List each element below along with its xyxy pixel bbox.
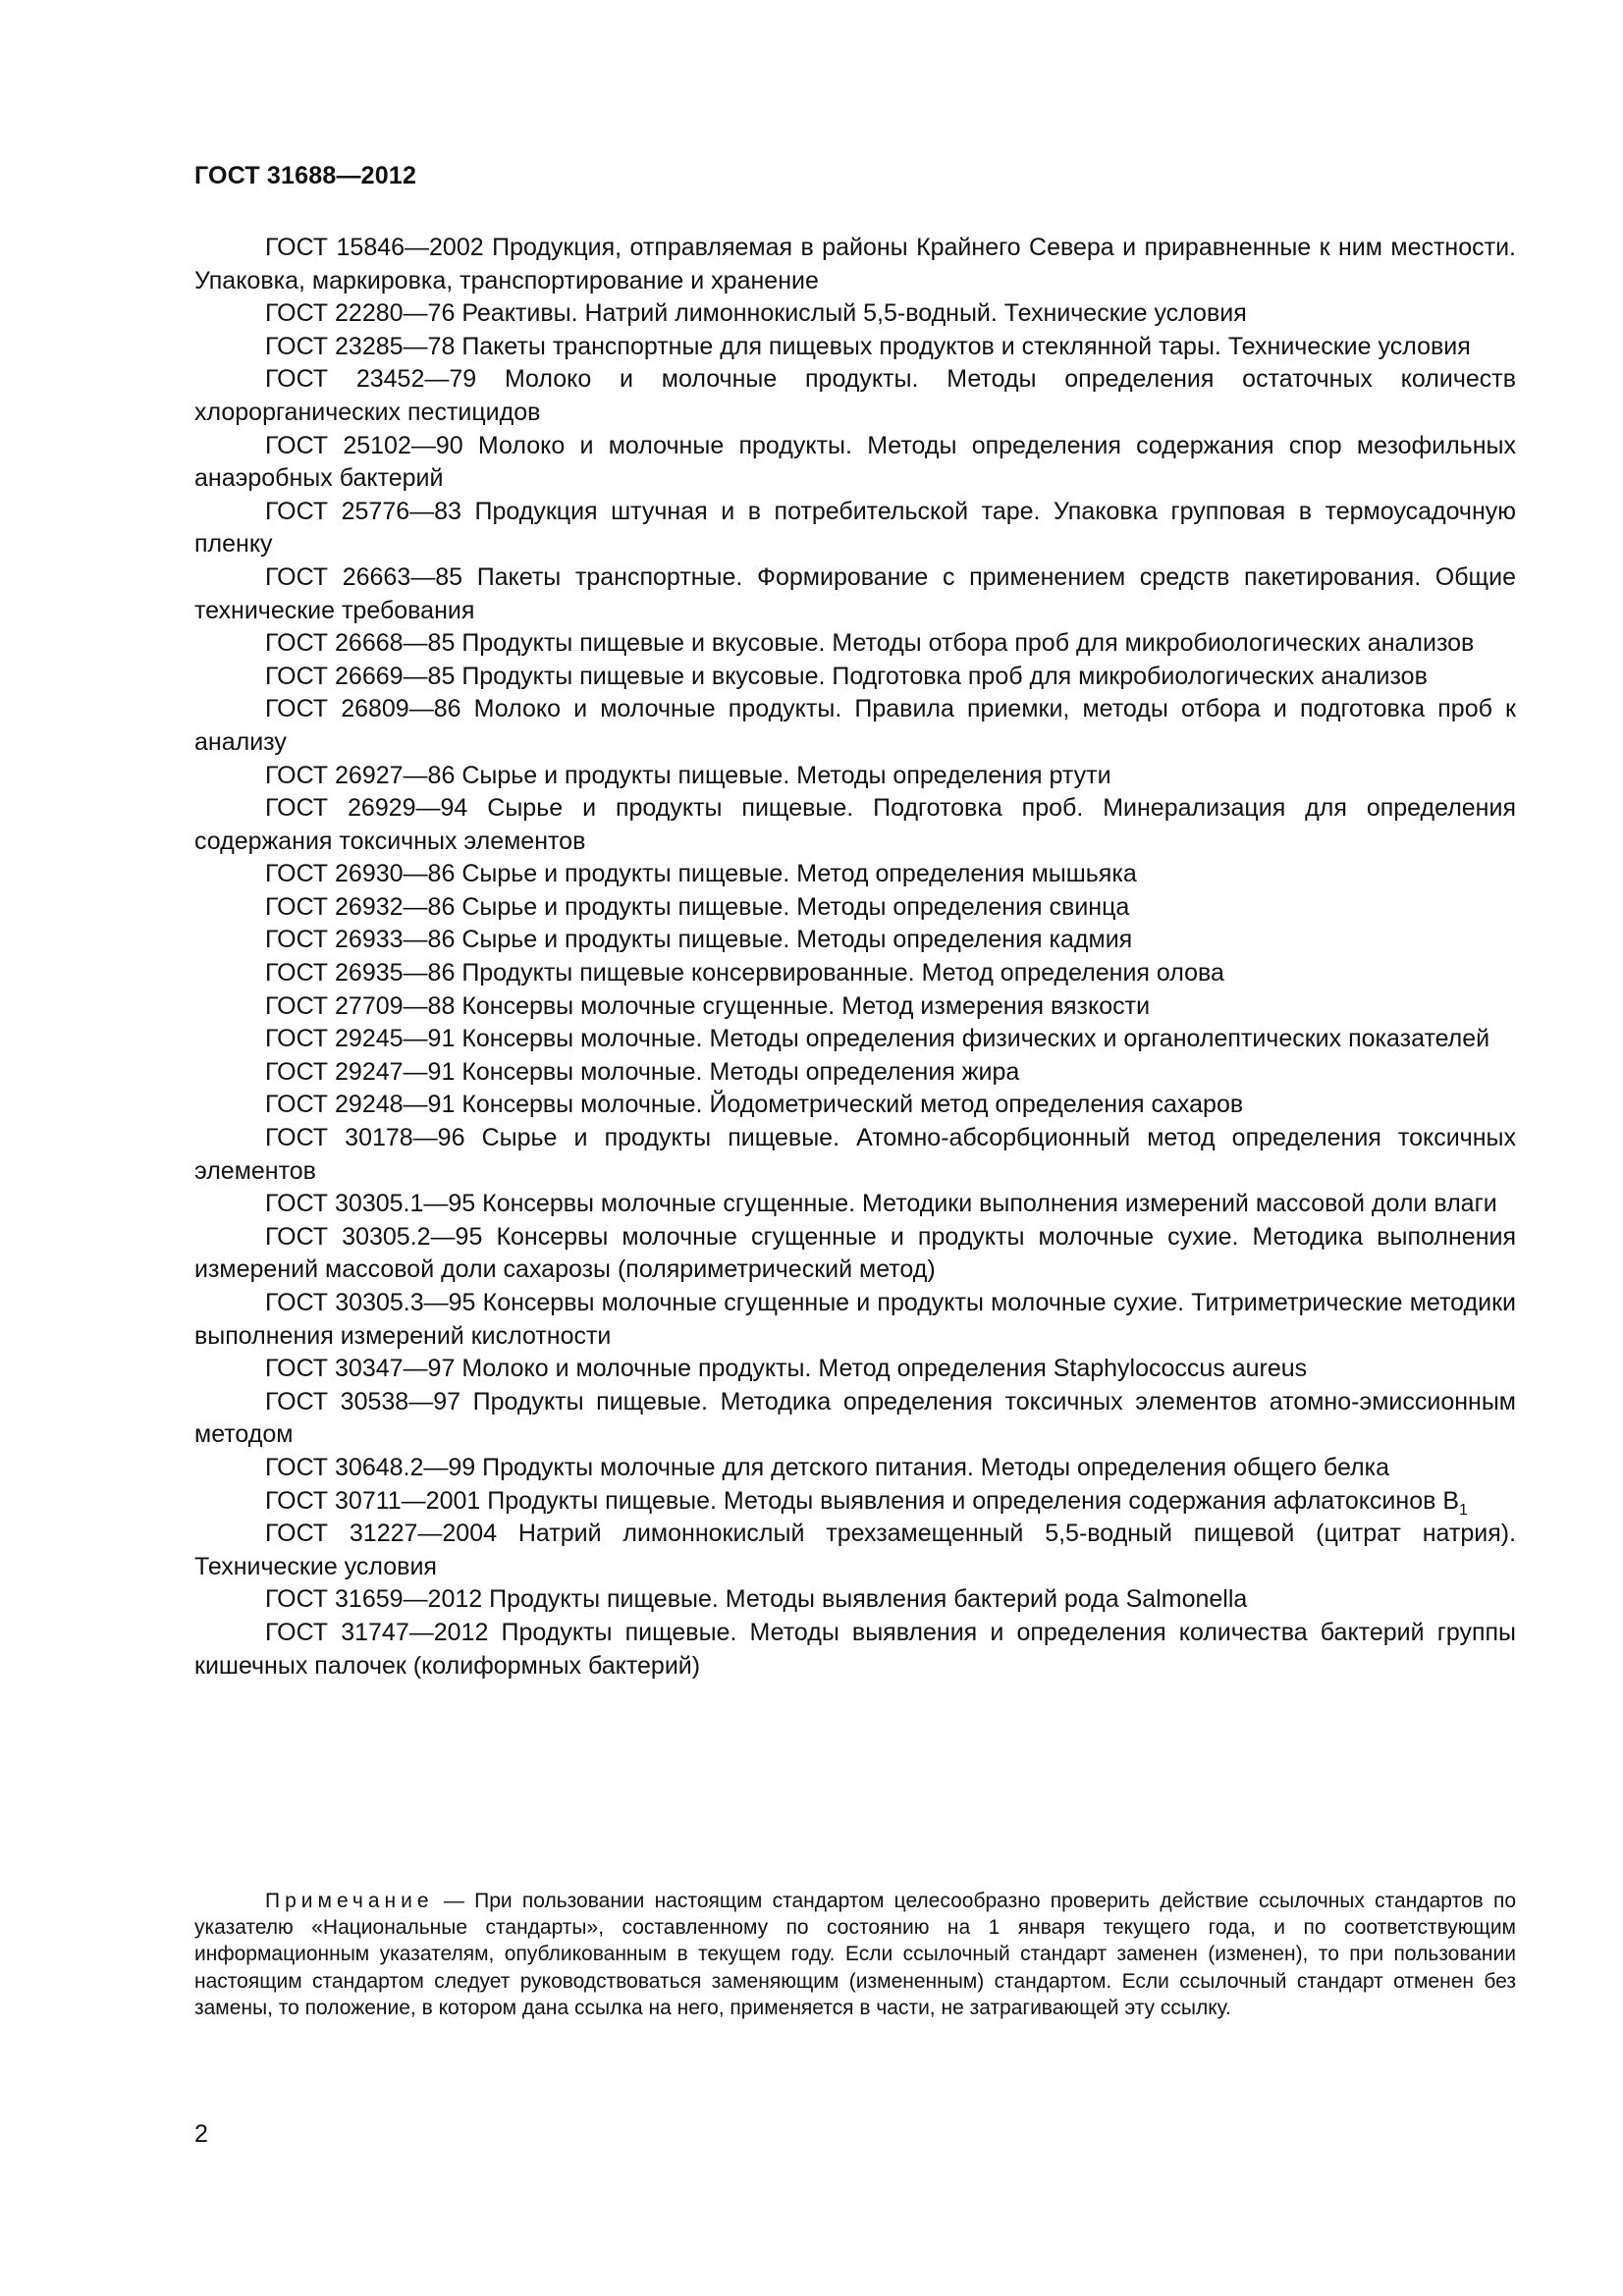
reference-item (194, 1452, 1516, 1485)
reference-item (194, 363, 1516, 429)
reference-item (194, 792, 1516, 858)
reference-code: ГОСТ 29247—91 (265, 1057, 456, 1086)
reference-code: ГОСТ 15846—2002 (265, 234, 484, 261)
reference-title: Сырье и продукты пищевые. Метод определения мышьяка (461, 860, 1137, 888)
note-dash: — (433, 1890, 475, 1912)
reference-code: ГОСТ 30305.3—95 (265, 1289, 476, 1316)
reference-title: Сырье и продукты пищевые. Подготовка проб. Минерализация для определения содержания токсичных элементов (194, 794, 1516, 855)
reference-code: ГОСТ 26932—86 (265, 892, 456, 921)
page-number: 2 (194, 2120, 208, 2148)
reference-item (194, 1122, 1516, 1188)
reference-code: ГОСТ 25102—90 (265, 431, 463, 459)
reference-code: ГОСТ 26930—86 (265, 860, 456, 888)
reference-item (194, 1023, 1516, 1056)
reference-title: Молоко и молочные продукты. Метод определения Staphylococcus aureus (461, 1355, 1308, 1383)
note-label: Примечание (265, 1890, 434, 1912)
reference-item (194, 496, 1516, 561)
reference-title: Консервы молочные. Йодометрический метод определения сахаров (461, 1091, 1244, 1119)
reference-item (194, 891, 1516, 925)
reference-code: ГОСТ 22280—76 (265, 299, 456, 328)
reference-item (194, 561, 1516, 627)
reference-title: Пакеты транспортные. Формирование с применением средств пакетирования. Общие технические требования (194, 562, 1516, 624)
reference-item (194, 1617, 1516, 1682)
reference-item (194, 1353, 1516, 1386)
reference-title: Сырье и продукты пищевые. Методы определения свинца (461, 892, 1130, 921)
reference-code: ГОСТ 26933—86 (265, 926, 456, 954)
reference-item (194, 1089, 1516, 1122)
reference-title: Консервы молочные сгущенные и продукты молочные сухие. Титриметрические методики выполнения измерений кислотности (194, 1289, 1516, 1350)
reference-item (194, 957, 1516, 990)
reference-code: ГОСТ 27709—88 (265, 991, 456, 1020)
reference-title: Продукты пищевые. Методы выявления и определения количества бактерий группы кишечных палочек (колиформных бактерий) (194, 1618, 1516, 1680)
reference-item (194, 430, 1516, 496)
reference-title: Продукты молочные для детского питания. Методы определения общего белка (482, 1453, 1390, 1481)
reference-item (194, 331, 1516, 364)
reference-code: ГОСТ 30305.2—95 (265, 1222, 483, 1251)
reference-code: ГОСТ 26669—85 (265, 662, 456, 690)
reference-item (194, 1386, 1516, 1452)
reference-item (194, 1583, 1516, 1617)
reference-title: Сырье и продукты пищевые. Методы определения ртути (461, 761, 1111, 789)
reference-title: Сырье и продукты пищевые. Атомно-абсорбционный метод определения токсичных элементов (194, 1124, 1516, 1185)
reference-title: Консервы молочные сгущенные и продукты молочные сухие. Методика выполнения измерений массовой доли сахарозы (поляриметрический метод) (194, 1222, 1517, 1284)
reference-title: Натрий лимоннокислый трехзамещенный 5,5-водный пищевой (цитрат натрия). Технические условия (194, 1520, 1517, 1580)
note-paragraph (194, 1888, 1516, 2021)
reference-title: Продукция штучная и в потребительской таре. Упаковка групповая в термоусадочную пленку (194, 497, 1517, 559)
normative-references-list (194, 232, 1516, 1682)
reference-item (194, 627, 1516, 661)
document-header: ГОСТ 31688—2012 (194, 162, 417, 189)
reference-title: Продукты пищевые и вкусовые. Подготовка проб для микробиологических анализов (461, 662, 1428, 690)
reference-code: ГОСТ 26668—85 (265, 629, 456, 658)
reference-title: Продукты пищевые. Методика определения токсичных элементов атомно-эмиссионным методом (194, 1387, 1516, 1449)
reference-item (194, 1188, 1516, 1221)
reference-title: Молоко и молочные продукты. Правила приемки, методы отбора и подготовка проб к анализу (194, 695, 1516, 756)
reference-title: Консервы молочные сгущенные. Метод измерения вязкости (461, 991, 1151, 1020)
reference-code: ГОСТ 30305.1—95 (265, 1190, 476, 1218)
reference-code: ГОСТ 23452—79 (265, 365, 477, 394)
reference-title: Консервы молочные. Методы определения жира (461, 1057, 1020, 1086)
reference-code: ГОСТ 30648.2—99 (265, 1453, 476, 1481)
reference-title: Реактивы. Натрий лимоннокислый 5,5-водный. Технические условия (461, 299, 1247, 328)
reference-code: ГОСТ 26927—86 (265, 761, 456, 789)
reference-code: ГОСТ 31227—2004 (265, 1520, 498, 1548)
reference-title: Продукты пищевые и вкусовые. Методы отбора проб для микробиологических анализов (461, 629, 1475, 658)
reference-item (194, 1485, 1516, 1519)
reference-title: Сырье и продукты пищевые. Методы определения кадмия (461, 926, 1133, 954)
reference-code: ГОСТ 26809—86 (265, 695, 461, 723)
reference-item (194, 661, 1516, 694)
reference-code: ГОСТ 26663—85 (265, 562, 463, 591)
reference-code: ГОСТ 25776—83 (265, 497, 461, 525)
reference-code: ГОСТ 23285—78 (265, 332, 456, 360)
reference-code: ГОСТ 26929—94 (265, 794, 468, 823)
reference-item (194, 990, 1516, 1024)
reference-item (194, 1056, 1516, 1090)
reference-code: ГОСТ 30178—96 (265, 1124, 465, 1152)
reference-item (194, 858, 1516, 891)
reference-code: ГОСТ 30538—97 (265, 1387, 461, 1415)
reference-title: Продукты пищевые консервированные. Метод определения олова (461, 959, 1224, 988)
reference-title: Консервы молочные. Методы определения физических и органолептических показателей (461, 1025, 1490, 1053)
reference-title: Консервы молочные сгущенные. Методики выполнения измерений массовой доли влаги (482, 1190, 1497, 1218)
reference-title: Молоко и молочные продукты. Методы определения остаточных количеств хлорорганических пестицидов (194, 365, 1516, 426)
reference-subscript: 1 (1459, 1501, 1468, 1519)
reference-title: Пакеты транспортные для пищевых продуктов и стеклянной тары. Технические условия (461, 332, 1471, 360)
reference-item (194, 1518, 1516, 1583)
reference-code: ГОСТ 29245—91 (265, 1025, 456, 1053)
reference-item (194, 232, 1516, 297)
reference-item (194, 1221, 1516, 1287)
reference-title: Продукты пищевые. Методы выявления и определения содержания афлатоксинов B (487, 1486, 1460, 1515)
reference-code: ГОСТ 26935—86 (265, 959, 456, 988)
reference-code: ГОСТ 30711—2001 (265, 1486, 481, 1515)
note-text: При пользовании настоящим стандартом целесообразно проверить действие ссылочных стандартов по указателю «Национальные стандарты», составленному по состоянию на 1 января текущего года, и по соответствующим информационным указателям, опубликованным в текущем году. Если ссылочный стандарт заменен (изменен), то при пользовании настоящим стандартом следует руководствоваться заменяющим (измененным) стандартом. Если ссылочный стандарт отменен без замены, то положение, в котором дана ссылка на него, применяется в части, не затрагивающей эту ссылку. (194, 1890, 1516, 2019)
reference-item (194, 693, 1516, 759)
reference-title: Продукты пищевые. Методы выявления бактерий рода Salmonella (489, 1585, 1248, 1614)
reference-item (194, 760, 1516, 793)
reference-code: ГОСТ 29248—91 (265, 1091, 456, 1119)
reference-title: Молоко и молочные продукты. Методы определения содержания спор мезофильных анаэробных бактерий (194, 431, 1516, 493)
reference-code: ГОСТ 31659—2012 (265, 1585, 483, 1614)
reference-code: ГОСТ 30347—97 (265, 1355, 456, 1383)
reference-title: Продукция, отправляемая в районы Крайнего Севера и приравненные к ним местности. Упаковка, маркировка, транспортирование и хранение (194, 234, 1516, 294)
reference-item (194, 297, 1516, 331)
reference-item (194, 924, 1516, 957)
reference-code: ГОСТ 31747—2012 (265, 1618, 489, 1646)
reference-item (194, 1287, 1516, 1353)
